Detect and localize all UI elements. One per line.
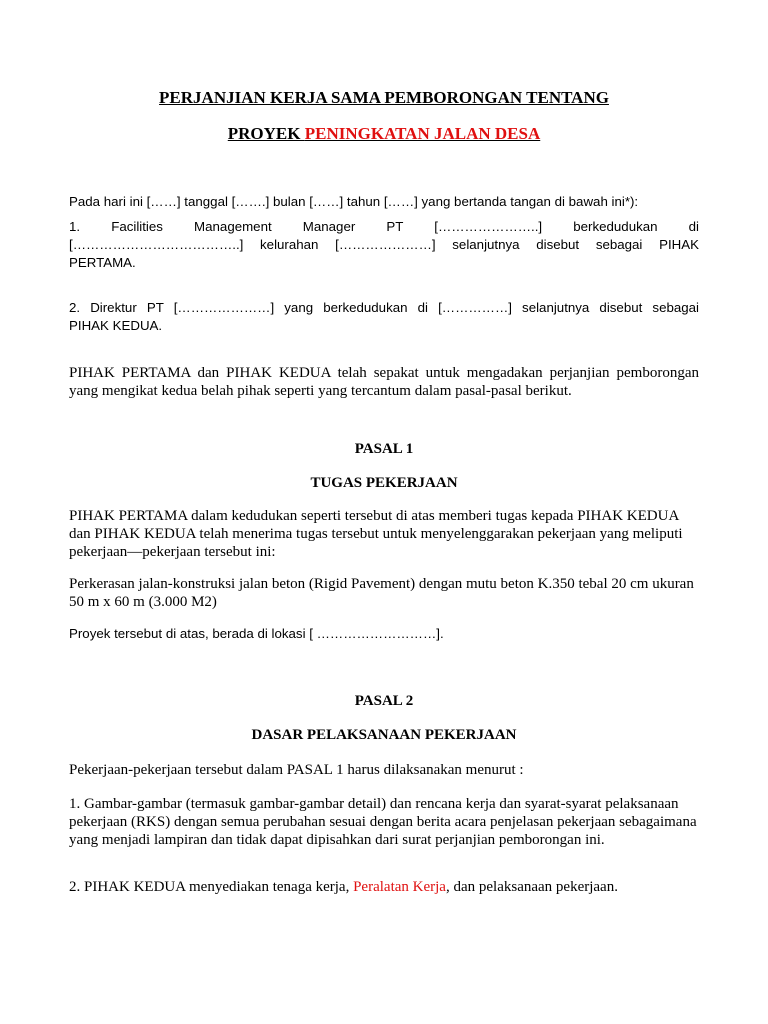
second-party-paragraph (69, 299, 699, 335)
project-location: Proyek tersebut di atas, berada di lokasi [ ………………………]. (69, 626, 444, 641)
pasal2-item: 1. Gambar-gambar (termasuk gambar-gambar detail) dan rencana kerja dan syarat-syarat pelaksanaan pekerjaan (RKS) dengan semua perubahan sesuai dengan berita acara penjelasan pekerjaan sebagaimana yang menjadi lampiran dan tidak dapat dipisahkan dari surat perjanjian pemborongan ini. (69, 796, 697, 848)
opening-statement: Pada hari ini [……] tanggal […….] bulan [……] tahun [……] yang bertanda tangan di bawah ini*): (69, 194, 639, 209)
first-party-line: [………………………………..] kelurahan […………………] selanjutnya disebut sebagai PIHAK (69, 237, 699, 252)
pasal1-heading: PASAL 1 (354, 441, 414, 457)
document-subtitle (0, 124, 768, 144)
pasal2-intro: Pekerjaan-pekerjaan tersebut dalam PASAL 1 harus dilaksanakan menurut : (69, 762, 524, 778)
item2-prefix: 2. PIHAK KEDUA menyediakan tenaga kerja, (69, 879, 354, 895)
first-party-line: 1. Facilities Management Manager PT […………………..] berkedudukan di (69, 219, 699, 234)
pasal2-heading: PASAL 2 (354, 693, 414, 709)
pasal1-work-description: Perkerasan jalan-konstruksi jalan beton (Rigid Pavement) dengan mutu beton K.350 tebal 20 cm ukuran 50 m x 60 m (3.000 M2) (69, 576, 694, 610)
highlighted-term: Peralatan Kerja (353, 879, 446, 895)
pasal1-subheading: TUGAS PEKERJAAN (310, 475, 458, 491)
second-party-line: PIHAK KEDUA. (69, 318, 163, 333)
pasal1-paragraph: PIHAK PERTAMA dalam kedudukan seperti tersebut di atas memberi tugas kepada PIHAK KEDUA dan PIHAK KEDUA telah menerima tugas tersebut untuk menyelenggarakan pekerjaan yang meliputi pekerjaan—pekerjaan tersebut ini: (69, 508, 683, 560)
first-party-paragraph (69, 218, 699, 272)
agreement-paragraph: PIHAK PERTAMA dan PIHAK KEDUA telah sepakat untuk mengadakan perjanjian pemborongan yang mengikat kedua belah pihak seperti yang tercantum dalam pasal-pasal berikut. (69, 365, 699, 399)
second-party-line: 2. Direktur PT […………………] yang berkedudukan di [……………] selanjutnya disebut sebagai (69, 300, 699, 315)
pasal2-subheading: DASAR PELAKSANAAN PEKERJAAN (251, 727, 517, 743)
item2-suffix: , dan pelaksanaan pekerjaan. (445, 879, 618, 895)
document-title: PERJANJIAN KERJA SAMA PEMBORONGAN TENTANG (159, 88, 609, 107)
project-name: PENINGKATAN JALAN DESA (304, 124, 541, 143)
subtitle-prefix: PROYEK (227, 124, 305, 143)
pasal2-item (69, 878, 699, 896)
first-party-line: PERTAMA. (69, 255, 136, 270)
